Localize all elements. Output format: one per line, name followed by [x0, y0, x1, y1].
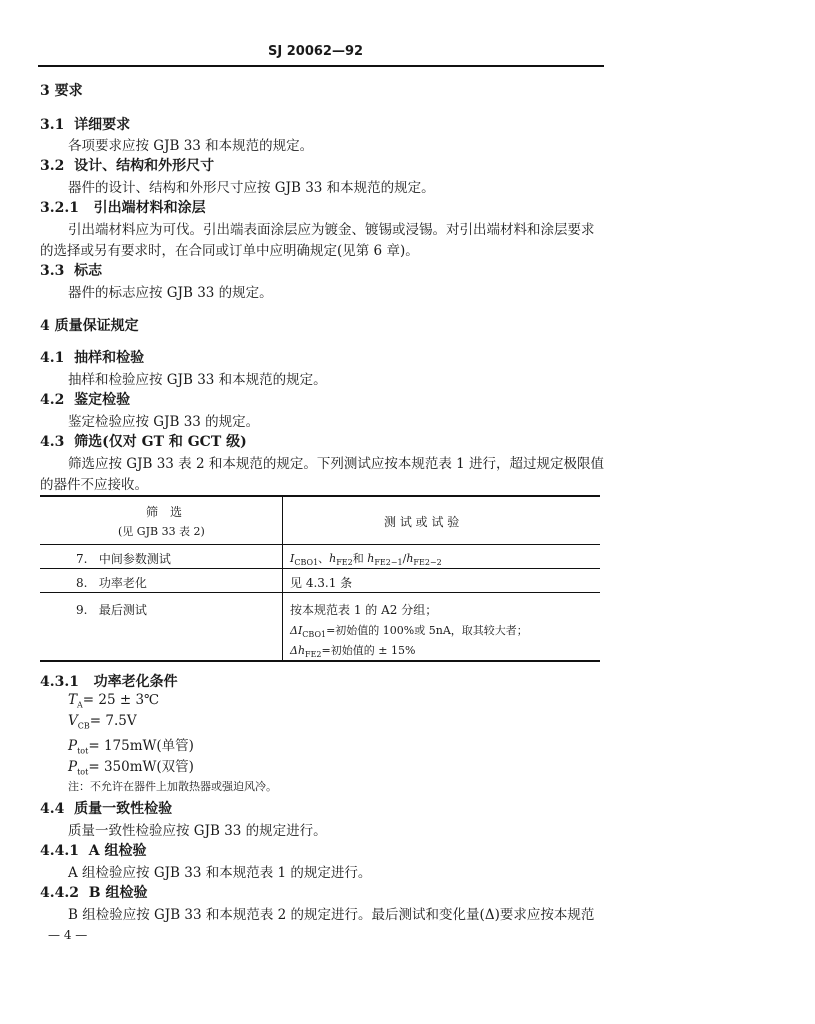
condition-ta: $T_A= 25$ ± 3℃: [68, 692, 160, 710]
s3-1-heading: 3.1 详细要求: [40, 117, 131, 133]
s3-2-body: 器件的设计、结构和外形尺寸应按 GJB 33 和本规范的规定。: [68, 180, 435, 196]
table-row-rule-2: [40, 592, 600, 593]
table-row: 8. 功率老化: [76, 576, 147, 590]
row9-test-line1: 按本规范表 1 的 A2 分组；: [290, 603, 438, 617]
s4-2-body: 鉴定检验应按 GJB 33 的规定。: [68, 414, 260, 430]
s4-4-1-heading: 4.4.1 A 组检验: [40, 843, 147, 859]
s4-1-body: 抽样和检验应按 GJB 33 和本规范的规定。: [68, 372, 327, 388]
s4-4-2-body: B 组检验应按 GJB 33 和本规范表 2 的规定进行。最后测试和变化量(Δ)要求应按本规范: [68, 907, 595, 923]
s4-4-2-heading: 4.4.2 B 组检验: [40, 885, 148, 901]
s4-3-1-heading: 4.3.1 功率老化条件: [40, 674, 178, 690]
condition-vcb: $V_{CB}= 7.5V$: [68, 713, 137, 731]
s3-3-body: 器件的标志应按 GJB 33 的规定。: [68, 285, 273, 301]
table-col1-header: 筛 选: [146, 505, 183, 519]
s4-4-body: 质量一致性检验应按 GJB 33 的规定进行。: [68, 823, 327, 839]
s3-2-1-body-line2: 的选择或另有要求时，在合同或订单中应明确规定(见第 6 章)。: [40, 243, 419, 259]
header-rule: [38, 65, 604, 67]
section-4-title: 4 质量保证规定: [40, 318, 139, 334]
s4-3-body-line1: 筛选应按 GJB 33 表 2 和本规范的规定。下列测试应按本规范表 1 进行，超过规定极限值: [68, 456, 605, 472]
row9-test-line2: $\Delta I_{CBO1}=$初始值的 100%或 5nA，取其较大者；: [290, 624, 528, 640]
page-number: — 4 —: [48, 928, 88, 942]
row7-test-params: $I_{CBO1}$、$h_{FE2}$和 $h_{FE2-1}/h_{FE2-2}$: [290, 552, 442, 568]
table-col2-header: 测 试 或 试 验: [384, 515, 460, 529]
s4-3-heading: 4.3 筛选(仅对 GT 和 GCT 级): [40, 434, 247, 450]
doc-id: SJ 20062—92: [268, 44, 364, 59]
s4-4-1-body: A 组检验应按 GJB 33 和本规范表 1 的规定进行。: [68, 865, 372, 881]
table-row-rule-1: [40, 568, 600, 569]
s3-3-heading: 3.3 标志: [40, 263, 103, 279]
table-top-rule: [40, 495, 600, 497]
row9-test-line3: $\Delta h_{FE2}=$初始值的 ± 15%: [290, 644, 416, 660]
row8-test: 见 4.3.1 条: [290, 576, 353, 590]
s3-1-body: 各项要求应按 GJB 33 和本规范的规定。: [68, 138, 314, 154]
condition-ptot-dual: $P_{tot}= 350mW$(双管): [68, 759, 194, 777]
table-col1-subheader: (见 GJB 33 表 2): [118, 525, 205, 538]
burn-in-note: 注：不允许在器件上加散热器或强迫风冷。: [68, 780, 277, 793]
table-col-divider: [282, 496, 283, 660]
condition-ptot-single: $P_{tot}= 175mW$(单管): [68, 738, 194, 756]
s3-2-heading: 3.2 设计、结构和外形尺寸: [40, 158, 215, 174]
s4-4-heading: 4.4 质量一致性检验: [40, 801, 173, 817]
s3-2-1-body-line1: 引出端材料应为可伐。引出端表面涂层应为镀金、镀锡或浸锡。对引出端材料和涂层要求: [68, 222, 595, 238]
table-head-rule: [40, 544, 600, 545]
table-row: 9. 最后测试: [76, 603, 147, 617]
table-row: 7. 中间参数测试: [76, 552, 171, 566]
s4-1-heading: 4.1 抽样和检验: [40, 350, 145, 366]
s4-3-body-line2: 的器件不应接收。: [40, 477, 148, 493]
section-3-title: 3 要求: [40, 83, 83, 99]
s3-2-1-heading: 3.2.1 引出端材料和涂层: [40, 200, 206, 216]
s4-2-heading: 4.2 鉴定检验: [40, 392, 131, 408]
table-bottom-rule: [40, 660, 600, 662]
